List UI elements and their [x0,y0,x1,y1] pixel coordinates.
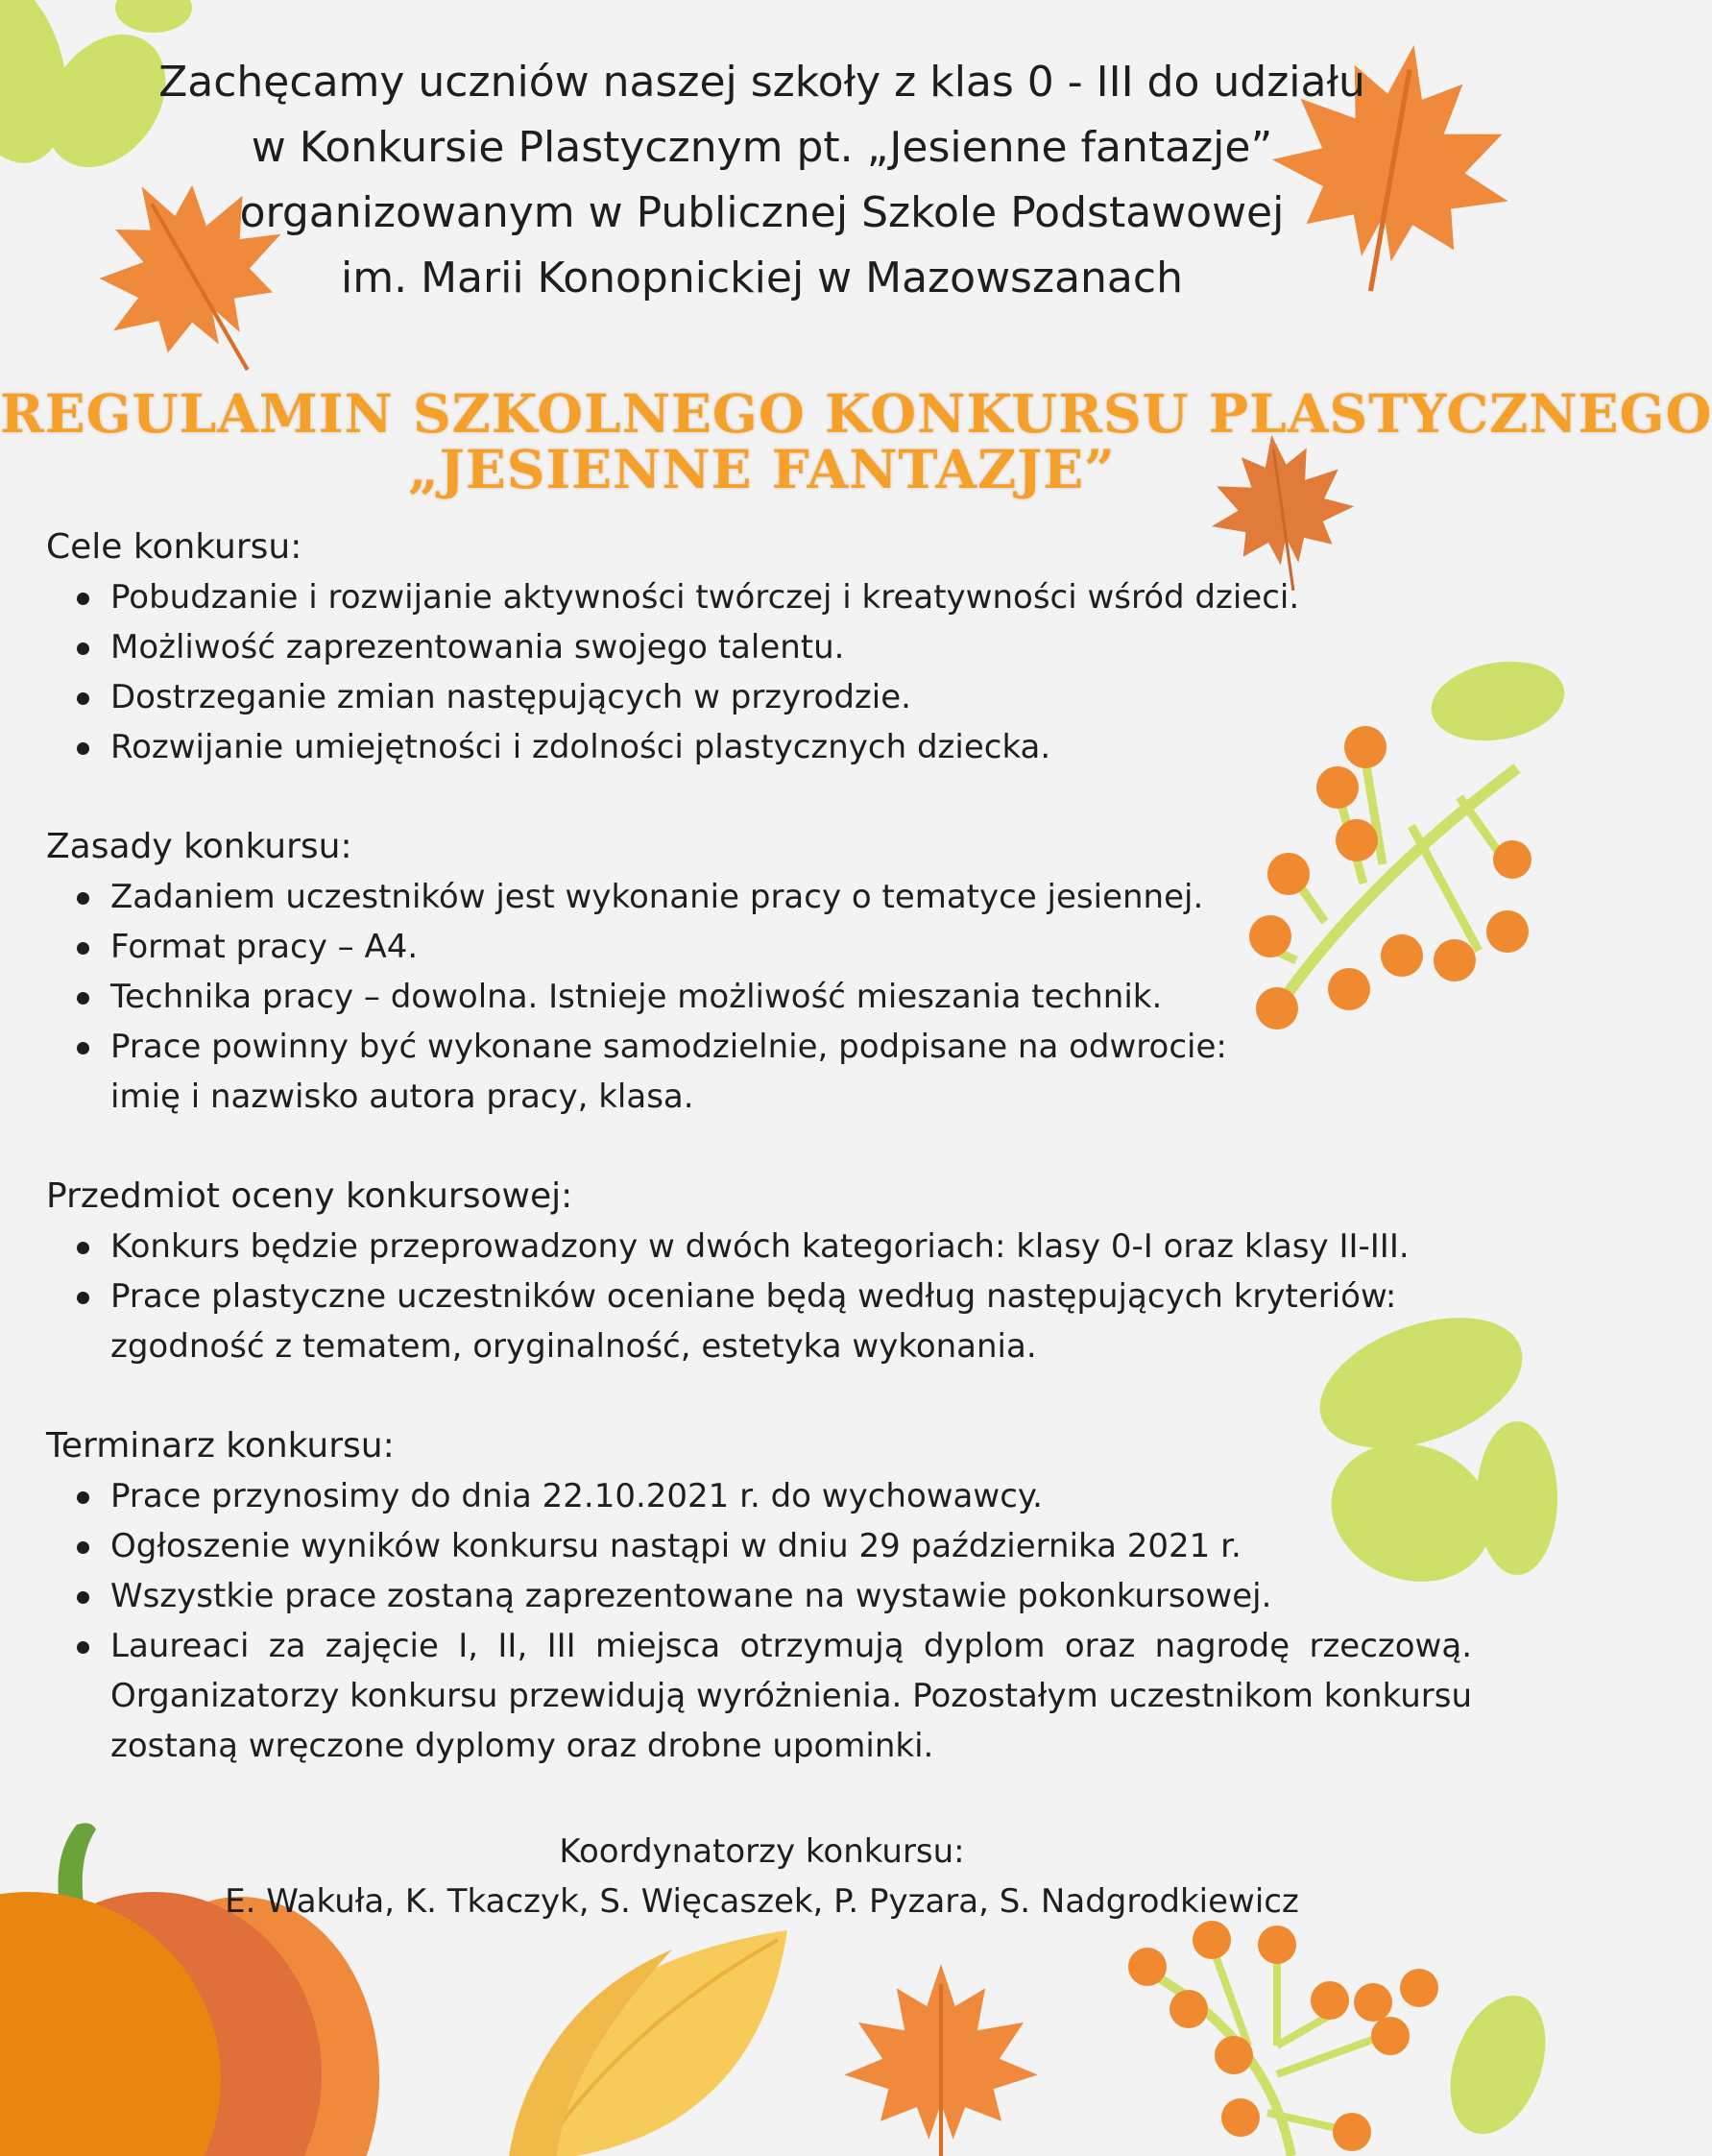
list-item: Wszystkie prace zostaną zaprezentowane na wystawie pokonkursowej. [46,1571,1491,1621]
section-heading: Przedmiot oceny konkursowej: [46,1176,573,1216]
intro-text [0,50,1524,311]
section-cele [46,522,1491,772]
list-item: Prace powinny być wykonane samodzielnie, podpisane na odwrocie: imię i nazwisko autora pracy, klasa. [46,1022,1304,1122]
regulations-content [46,522,1491,1821]
list-item: Możliwość zaprezentowania swojego talentu. [46,622,1491,672]
list-item: Prace przynosimy do dnia 22.10.2021 r. do wychowawcy. [46,1471,1491,1521]
intro-line: w Konkursie Plastycznym pt. „Jesienne fantazje” [251,123,1273,172]
berry-branch-icon [1128,1921,1563,2156]
coordinators [0,1827,1524,1926]
title-line-2: „JESIENNE FANTAZJE” [408,438,1116,500]
intro-line: im. Marii Konopnickiej w Mazowszanach [341,254,1183,303]
coordinators-label: Koordynatorzy konkursu: [559,1832,965,1871]
intro-line: Zachęcamy uczniów naszej szkoły z klas 0 - III do udziału [158,58,1365,107]
list-item: Prace plastyczne uczestników oceniane będą według następujących kryteriów: zgodność z tematem, oryginalność, estetyka wykonania. [46,1272,1472,1371]
bullet-list [46,572,1491,772]
coordinators-names: E. Wakuła, K. Tkaczyk, S. Więcaszek, P. Pyzara, S. Nadgrodkiewicz [225,1882,1299,1921]
list-item: Pobudzanie i rozwijanie aktywności twórczej i kreatywności wśród dzieci. [46,572,1491,622]
list-item: Ogłoszenie wyników konkursu nastąpi w dniu 29 października 2021 r. [46,1521,1491,1571]
bullet-list [46,1471,1491,1771]
section-heading: Zasady konkursu: [46,827,352,866]
section-zasady [46,822,1491,1122]
maple-leaf-icon [844,1964,1038,2156]
list-item: Rozwijanie umiejętności i zdolności plastycznych dziecka. [46,722,1491,772]
title-line-1: REGULAMIN SZKOLNEGO KONKURSU PLASTYCZNEGO [0,382,1712,445]
section-heading: Terminarz konkursu: [46,1426,395,1466]
section-heading: Cele konkursu: [46,527,302,567]
intro-line: organizowanym w Publicznej Szkole Podstawowej [239,188,1285,237]
list-item: Dostrzeganie zmian następujących w przyrodzie. [46,672,1491,722]
yellow-leaf-icon [509,1930,787,2156]
list-item: Technika pracy – dowolna. Istnieje możliwość mieszania technik. [46,972,1491,1022]
section-terminarz [46,1421,1491,1771]
list-item: Format pracy – A4. [46,922,1491,972]
list-item: Konkurs będzie przeprowadzony w dwóch kategoriach: klasy 0-I oraz klasy II-III. [46,1222,1491,1272]
page-title [0,382,1712,500]
list-item: Zadaniem uczestników jest wykonanie pracy o tematyce jesiennej. [46,872,1491,922]
bullet-list [46,872,1491,1122]
list-item: Laureaci za zajęcie I, II, III miejsca otrzymują dyplom oraz nagrodę rzeczową. Organizatorzy konkursu przewidują wyróżnienia. Pozostałym uczestnikom konkursu zostaną wręczone dyplomy oraz drobne upominki. [46,1621,1472,1771]
section-ocena [46,1172,1491,1371]
bullet-list [46,1222,1491,1371]
